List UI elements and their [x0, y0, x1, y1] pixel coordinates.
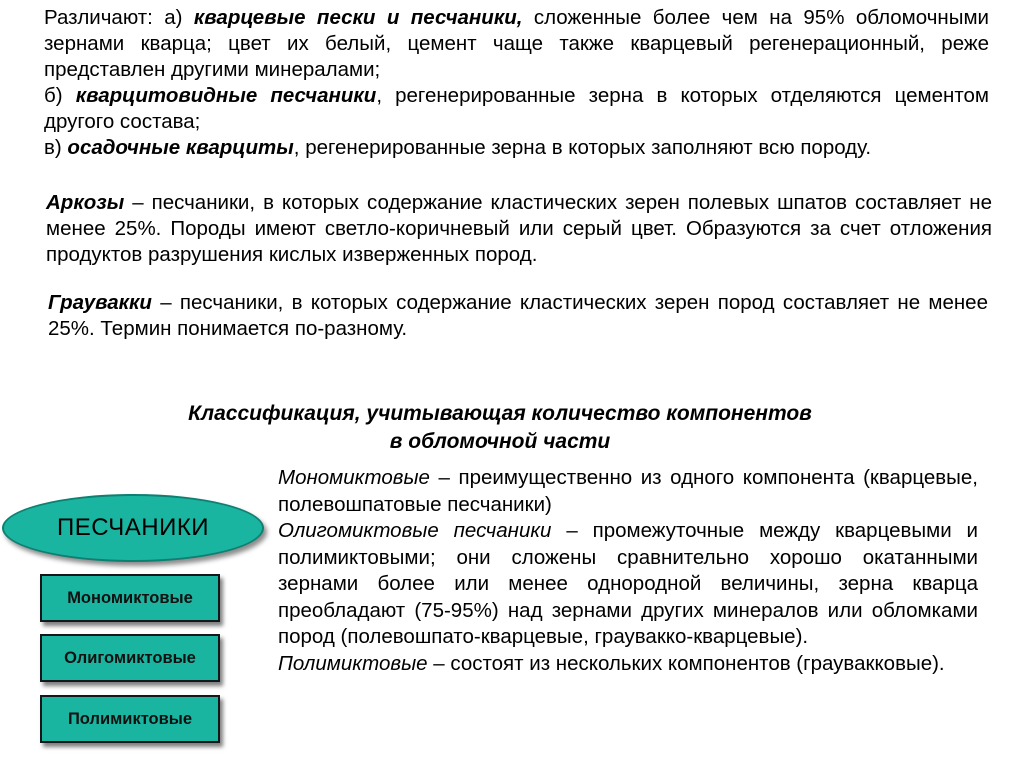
greywacke-paragraph: [48, 290, 988, 342]
sedimentary-quartzite-term: осадочные кварциты: [67, 136, 294, 159]
intro-lead: Различают: а): [44, 6, 194, 29]
oligomict-text: – промежуточные между кварцевыми и полимиктовыми; они сложены сравнительно хорошо окатанными зернами более или менее однородной величины, зерна кварца преобладают (75-95%) над зернами других минералов или обломками пород (полевошпато-кварцевые, граувакко-кварцевые).: [278, 519, 978, 648]
monomict-box: Мономиктовые: [40, 574, 220, 622]
c-lead: в): [44, 136, 68, 159]
quartzite-sandstone-term: кварцитовидные песчаники: [75, 84, 377, 107]
oligomict-box: Олигомиктовые: [40, 634, 220, 682]
monomict-term: Мономиктовые: [278, 466, 430, 489]
arkose-text: – песчаники, в которых содержание кластических зерен полевых шпатов составляет не менее 25%. Породы имеют светло-коричневый или серый цвет. Образуются за счет отложения продуктов разрушения кислых изверженных пород.: [46, 191, 992, 266]
polymict-text: – состоят из нескольких компонентов (граувакковые).: [427, 651, 945, 675]
classification-title: [60, 400, 940, 456]
sandstones-root-node: ПЕСЧАНИКИ: [2, 494, 264, 562]
polymict-box: Полимиктовые: [40, 695, 220, 743]
quartzite-sandstone-text: , регенерированные зерна в которых отделяются цементом другого состава;: [44, 84, 990, 133]
classification-definitions: [278, 465, 978, 677]
arkose-paragraph: [46, 190, 992, 268]
polymict-term: Полимиктовые: [278, 651, 428, 675]
quartz-sands-term: кварцевые пески и песчаники,: [193, 6, 523, 29]
oligomict-term: Олигомиктовые песчаники: [278, 519, 552, 542]
monomict-text: – преимущественно из одного компонента (кварцевые, полевошпатовые песчаники): [278, 466, 978, 516]
sedimentary-quartzite-text: , регенерированные зерна в которых заполняют всю породу.: [293, 136, 872, 159]
classification-title-line1: Классификация, учитывающая количество компонентов: [188, 402, 812, 425]
quartz-sands-text: сложенные более чем на 95% обломочными зернами кварца; цвет их белый, цемент чаще также кварцевый регенерационный, реже представлен другими минералами;: [44, 6, 989, 81]
greywacke-term: Граувакки: [48, 291, 152, 314]
intro-paragraph: [44, 5, 989, 161]
b-lead: б): [44, 84, 76, 107]
greywacke-text: – песчаники, в которых содержание кластических зерен пород составляет не менее 25%. Термин понимается по-разному.: [48, 291, 988, 340]
classification-title-line2: в обломочной части: [389, 430, 611, 453]
arkose-term: Аркозы: [46, 191, 125, 214]
